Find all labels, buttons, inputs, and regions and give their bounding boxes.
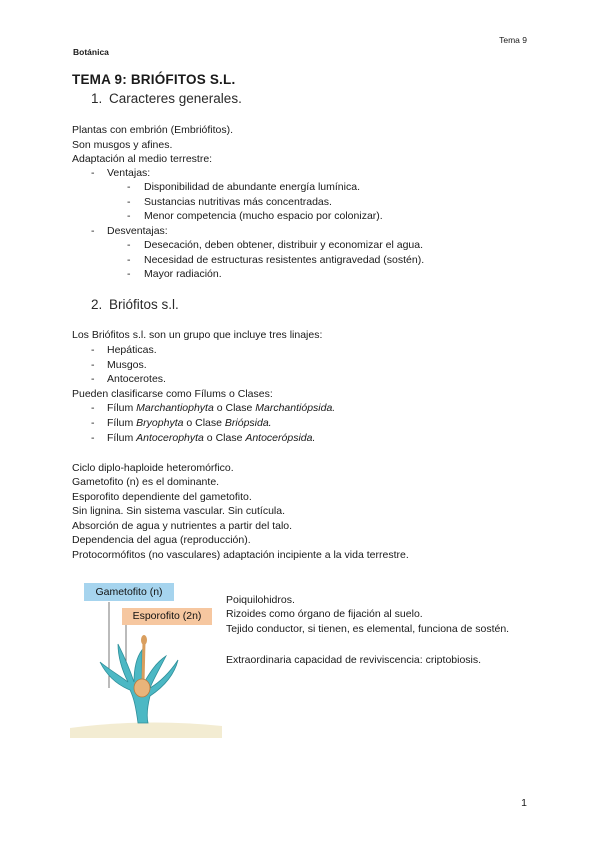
gametophyte-label: Gametofito (n) [84,583,174,601]
sporophyte-seta [143,642,144,682]
list-item: - Fílum Bryophyta o Clase Briópsida. [91,417,272,429]
desventajas-label: Desventajas: [107,225,168,237]
text-line: Plantas con embrión (Embriófitos). [72,124,234,136]
sporophyte-label: Esporofito (2n) [122,608,212,625]
page-title: TEMA 9: BRIÓFITOS S.L. [72,72,236,87]
list-item: - Fílum Marchantiophyta o Clase Marchantiópsida. [91,402,336,414]
phylum-name: Marchantiophyta [136,402,214,414]
ventajas-label: Ventajas: [107,167,151,179]
section-1-number: 1. [91,91,103,106]
ventaja-text: Disponibilidad de abundante energía lumínica. [144,181,360,193]
text-line: Gametofito (n) es el dominante. [72,476,220,488]
page-number: 1 [521,797,527,809]
class-name: Marchantiópsida. [255,402,336,414]
list-item: - Musgos. [91,359,147,371]
phylum-prefix: Fílum [107,402,137,414]
list-item: - Antocerotes. [91,373,166,385]
text-line: Son musgos y afines. [72,139,173,151]
desventaja-text: Mayor radiación. [144,268,222,280]
side-note: Poiquilohidros. [226,594,295,606]
desventaja-text: Necesidad de estructuras resistentes antigravedad (sostén). [144,254,425,266]
class-prefix: o Clase [183,417,225,429]
list-item: - Necesidad de estructuras resistentes antigravedad (sostén). [127,254,425,266]
text-line: Adaptación al medio terrestre: [72,153,213,165]
bryophyte-illustration [70,578,222,738]
text-line: Absorción de agua y nutrientes a partir del talo. [72,520,293,532]
side-note: Extraordinaria capacidad de reviviscencia: criptobiosis. [226,654,482,666]
section-2-title: Briófitos s.l. [109,297,179,312]
text-line: Esporofito dependiente del gametofito. [72,491,252,503]
list-item: - Mayor radiación. [127,268,222,280]
list-item: - Hepáticas. [91,344,157,356]
ventaja-text: Sustancias nutritivas más concentradas. [144,196,332,208]
text-line: Ciclo diplo-haploide heteromórfico. [72,462,234,474]
phylum-name: Antocerophyta [136,432,204,444]
list-item: - Fílum Antocerophyta o Clase Antocerópsida. [91,432,316,444]
text-line: Pueden clasificarse como Fílums o Clases: [72,388,273,400]
class-prefix: o Clase [213,402,256,414]
text-line: Los Briófitos s.l. son un grupo que incluye tres linajes: [72,329,323,341]
phylum-name: Bryophyta [136,417,184,429]
header-subject: Botánica [73,47,109,57]
list-item: - Sustancias nutritivas más concentradas. [127,196,332,208]
sporophyte-capsule [141,635,147,645]
text-line: Sin lignina. Sin sistema vascular. Sin cutícula. [72,505,286,517]
section-1-title: Caracteres generales. [109,91,242,106]
section-2-heading [91,297,179,312]
side-note: Rizoides como órgano de fijación al suelo. [226,608,423,620]
list-item: - Menor competencia (mucho espacio por colonizar). [127,210,383,222]
section-1-heading [91,91,242,106]
list-item: - Ventajas: [91,167,151,179]
phylum-prefix: Fílum [107,417,137,429]
sporophyte-foot [134,679,150,697]
lineage-text: Musgos. [107,359,147,371]
list-item: - Desventajas: [91,225,168,237]
section-2-number: 2. [91,297,103,312]
lineage-text: Antocerotes. [107,373,166,385]
header-topic: Tema 9 [499,35,527,45]
desventaja-text: Desecación, deben obtener, distribuir y economizar el agua. [144,239,423,251]
ventaja-text: Menor competencia (mucho espacio por colonizar). [144,210,383,222]
class-name: Antocerópsida. [245,432,316,444]
phylum-prefix: Fílum [107,432,137,444]
ground [70,722,222,738]
list-item: - Desecación, deben obtener, distribuir y economizar el agua. [127,239,423,251]
text-line: Protocormófitos (no vasculares) adaptación incipiente a la vida terrestre. [72,549,409,561]
text-line: Dependencia del agua (reproducción). [72,534,251,546]
class-name: Briópsida. [224,417,272,429]
list-item: - Disponibilidad de abundante energía lumínica. [127,181,360,193]
lineage-text: Hepáticas. [107,344,157,356]
side-note: Tejido conductor, si tienen, es elemental, funciona de sostén. [226,623,510,635]
class-prefix: o Clase [203,432,246,444]
bryophyte-figure [70,578,222,738]
